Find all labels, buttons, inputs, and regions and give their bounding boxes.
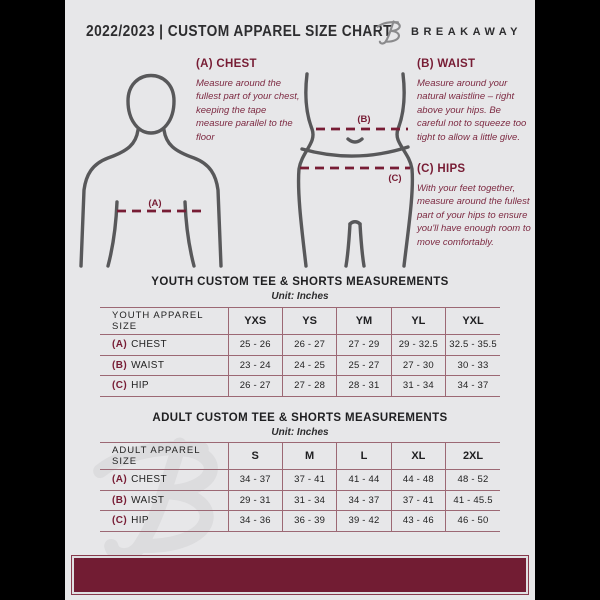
- youth-waist-yxl: 30 - 33: [446, 355, 500, 376]
- breakaway-logo-icon: [375, 18, 405, 46]
- youth-col-yl: YL: [391, 308, 445, 335]
- hips-line-label: (C): [388, 173, 402, 184]
- youth-hip-yxs: 26 - 27: [228, 376, 282, 397]
- youth-table-title: YOUTH CUSTOM TEE & SHORTS MEASUREMENTS: [151, 276, 449, 288]
- chest-body-text: Measure around the fullest part of your chest, keeping the tape measure parallel to the floor: [196, 78, 300, 143]
- waist-instructions: [417, 58, 529, 144]
- adult-hip-label: (C) HIP: [100, 511, 228, 532]
- page-title: 2022/2023 | CUSTOM APPAREL SIZE CHART: [86, 23, 392, 40]
- adult-hip-xl: 43 - 46: [391, 511, 445, 532]
- adult-chest-l: 41 - 44: [337, 470, 391, 491]
- youth-waist-yxs: 23 - 24: [228, 355, 282, 376]
- youth-col-yxs: YXS: [228, 308, 282, 335]
- youth-chest-yxl: 32.5 - 35.5: [446, 335, 500, 356]
- adult-col-xl: XL: [391, 443, 445, 470]
- youth-size-header: YOUTH APPAREL SIZE: [100, 308, 228, 335]
- table-row: [100, 335, 500, 356]
- youth-chest-label: (A) CHEST: [100, 335, 228, 356]
- figure-head: [128, 76, 174, 134]
- adult-table-title: ADULT CUSTOM TEE & SHORTS MEASUREMENTS: [152, 412, 448, 424]
- youth-chest-ym: 27 - 29: [337, 335, 391, 356]
- youth-table-unit: Unit: Inches: [271, 291, 329, 302]
- adult-chest-2xl: 48 - 52: [446, 470, 500, 491]
- adult-col-s: S: [228, 443, 282, 470]
- youth-hip-ym: 28 - 31: [337, 376, 391, 397]
- table-row: [100, 470, 500, 491]
- youth-waist-ym: 25 - 27: [337, 355, 391, 376]
- adult-hip-2xl: 46 - 50: [446, 511, 500, 532]
- youth-waist-label: (B) WAIST: [100, 355, 228, 376]
- youth-hip-ys: 27 - 28: [282, 376, 336, 397]
- adult-header-row: [100, 443, 500, 470]
- youth-col-yxl: YXL: [446, 308, 500, 335]
- waist-line-label: (B): [357, 114, 371, 125]
- footer-bar: [72, 556, 528, 594]
- hips-body-text: With your feet together, measure around the fullest part of your hips to ensure you'll have enough room to move comfortably.: [417, 183, 531, 248]
- youth-size-table: [100, 307, 500, 397]
- youth-chest-yxs: 25 - 26: [228, 335, 282, 356]
- youth-hip-yxl: 34 - 37: [446, 376, 500, 397]
- youth-col-ys: YS: [282, 308, 336, 335]
- chest-heading: (A) CHEST: [196, 58, 257, 70]
- adult-waist-2xl: 41 - 45.5: [446, 490, 500, 511]
- chest-line-label: (A): [148, 198, 162, 209]
- waist-body-text: Measure around your natural waistline – right above your hips. Be careful not to squeeze too tight to allow a little give.: [417, 78, 527, 143]
- adult-hip-l: 39 - 42: [337, 511, 391, 532]
- adult-size-header: ADULT APPAREL SIZE: [100, 443, 228, 470]
- hips-heading: (C) HIPS: [417, 163, 466, 175]
- youth-hip-yl: 31 - 34: [391, 376, 445, 397]
- adult-table-unit: Unit: Inches: [271, 427, 329, 438]
- table-row: [100, 355, 500, 376]
- adult-chest-s: 34 - 37: [228, 470, 282, 491]
- size-chart-document: [65, 0, 535, 600]
- table-row: [100, 511, 500, 532]
- youth-header-row: [100, 308, 500, 335]
- adult-col-2xl: 2XL: [446, 443, 500, 470]
- hips-instructions: [417, 163, 535, 249]
- adult-size-table: [100, 442, 500, 532]
- adult-waist-xl: 37 - 41: [391, 490, 445, 511]
- adult-waist-l: 34 - 37: [337, 490, 391, 511]
- adult-col-l: L: [337, 443, 391, 470]
- adult-chest-m: 37 - 41: [282, 470, 336, 491]
- adult-hip-s: 34 - 36: [228, 511, 282, 532]
- brand-block: [375, 16, 535, 48]
- youth-waist-ys: 24 - 25: [282, 355, 336, 376]
- adult-waist-m: 31 - 34: [282, 490, 336, 511]
- adult-chest-xl: 44 - 48: [391, 470, 445, 491]
- chest-instructions: [196, 58, 304, 144]
- waist-hips-diagram: [290, 70, 425, 267]
- youth-chest-ys: 26 - 27: [282, 335, 336, 356]
- adult-hip-m: 36 - 39: [282, 511, 336, 532]
- adult-col-m: M: [282, 443, 336, 470]
- brand-name: BREAKAWAY: [411, 26, 522, 38]
- adult-waist-s: 29 - 31: [228, 490, 282, 511]
- adult-waist-label: (B) WAIST: [100, 490, 228, 511]
- table-row: [100, 490, 500, 511]
- youth-chest-yl: 29 - 32.5: [391, 335, 445, 356]
- youth-col-ym: YM: [337, 308, 391, 335]
- youth-waist-yl: 27 - 30: [391, 355, 445, 376]
- table-row: [100, 376, 500, 397]
- adult-chest-label: (A) CHEST: [100, 470, 228, 491]
- waist-heading: (B) WAIST: [417, 58, 476, 70]
- youth-hip-label: (C) HIP: [100, 376, 228, 397]
